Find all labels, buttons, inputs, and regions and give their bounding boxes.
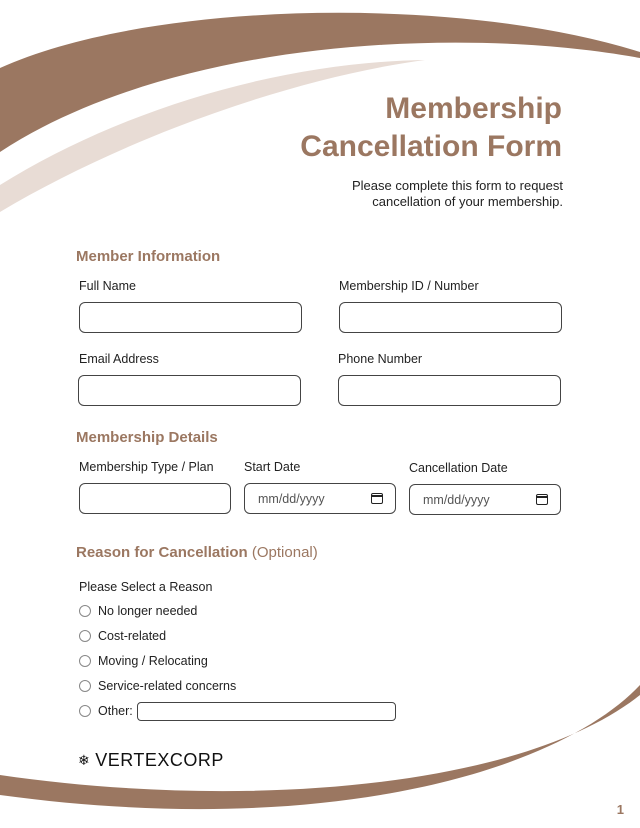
membership-details-heading: Membership Details [76,429,218,446]
calendar-icon[interactable] [536,494,548,505]
reason-option-label: No longer needed [98,604,198,618]
radio-button[interactable] [79,630,91,642]
radio-button[interactable] [79,705,91,717]
reason-option-service-concerns[interactable] [79,679,236,693]
cancellation-date-input[interactable] [409,484,561,515]
title-line-2: Cancellation Form [300,130,562,163]
radio-button[interactable] [79,655,91,667]
reason-heading-optional: (Optional) [251,544,318,561]
company-logo [78,750,224,771]
reason-option-label: Service-related concerns [98,679,237,693]
reason-option-other[interactable] [79,704,133,718]
radio-button[interactable] [79,680,91,692]
page-subtitle [303,178,563,210]
email-label: Email Address [79,352,159,366]
subtitle-line-2: cancellation of your membership. [372,194,563,209]
cancellation-date-placeholder: mm/dd/yyyy [423,492,490,507]
full-name-input[interactable] [79,302,302,333]
phone-label: Phone Number [338,352,423,366]
member-info-heading: Member Information [76,248,221,265]
reason-option-label: Other: [98,704,133,718]
email-input[interactable] [78,375,301,406]
cancellation-date-label: Cancellation Date [409,461,508,475]
reason-option-label: Moving / Relocating [98,654,208,668]
membership-id-input[interactable] [339,302,562,333]
reason-option-cost-related[interactable] [79,629,166,643]
logo-text: VERTEXCORP [95,750,224,770]
reason-prompt: Please Select a Reason [79,580,213,594]
reason-heading-text: Reason for Cancellation [76,544,248,561]
membership-type-label: Membership Type / Plan [79,460,214,474]
calendar-icon[interactable] [371,493,383,504]
reason-heading [76,544,318,561]
page-number: 1 [616,802,624,817]
membership-type-input[interactable] [79,483,231,514]
snowflake-icon: ❄ [78,752,91,768]
full-name-label: Full Name [79,279,136,293]
membership-id-label: Membership ID / Number [339,279,479,293]
reason-option-label: Cost-related [98,629,167,643]
start-date-label: Start Date [244,460,301,474]
reason-option-moving[interactable] [79,654,208,668]
start-date-input[interactable] [244,483,396,514]
subtitle-line-1: Please complete this form to request [352,178,563,193]
phone-input[interactable] [338,375,561,406]
start-date-placeholder: mm/dd/yyyy [258,491,325,506]
other-reason-input[interactable] [137,702,396,721]
title-line-1: Membership [385,92,562,125]
page-title [300,90,562,166]
radio-button[interactable] [79,605,91,617]
reason-option-no-longer-needed[interactable] [79,604,197,618]
